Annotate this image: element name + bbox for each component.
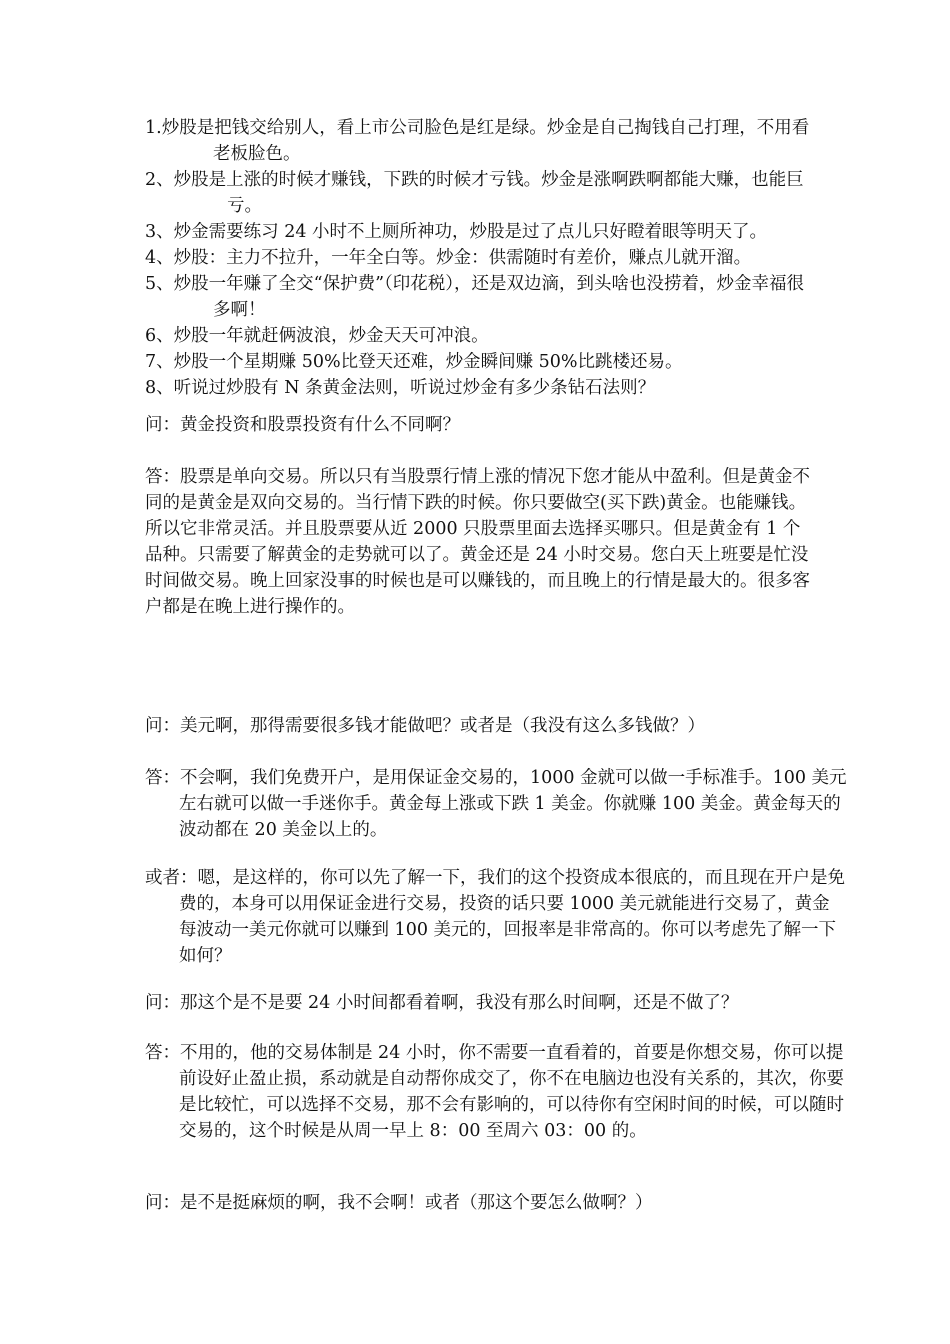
list-item: 2、炒股是上涨的时候才赚钱，下跌的时候才亏钱。炒金是涨啊跌啊都能大赚，也能巨亏。 [145, 170, 804, 216]
list-item: 7、炒股一个星期赚 50%比登天还难，炒金瞬间赚 50%比跳楼还易。 [145, 352, 683, 372]
answer-1: 答：股票是单向交易。所以只有当股票行情上涨的情况下您才能从中盈利。但是黄金不同的是黄金是双向交易的。当行情下跌的时候。你只要做空(买下跌)黄金。也能赚钱。所以它非常灵活。并且股票要从近 2000 只股票里面去选择买哪只。但是黄金有 1 个品种。只需要了解黄金的走势就可以了。黄金还是 24 小时交易。您白天上班要是忙没时间做交易。晚上回家没事的时候也是可以赚钱的，而且晚上的行情是最大的。很多客户都是在晚上进行操作的。 [145, 467, 810, 617]
list-item: 8、听说过炒股有 N 条黄金法则，听说过炒金有多少条钻石法则？ [145, 378, 656, 398]
answer-2: 答：不会啊，我们免费开户，是用保证金交易的，1000 金就可以做一手标准手。100 美元左右就可以做一手迷你手。黄金每上涨或下跌 1 美金。你就赚 100 美金。黄金每天的波动都在 20 美金以上的。 [145, 768, 847, 840]
list-item: 3、炒金需要练习 24 小时不上厕所神功，炒股是过了点儿只好瞪着眼等明天了。 [145, 222, 768, 242]
question-1: 问：黄金投资和股票投资有什么不同啊？ [145, 415, 460, 435]
comparison-list [145, 115, 813, 401]
question-4: 问：是不是挺麻烦的啊，我不会啊！或者（那这个要怎么做啊？） [145, 1193, 653, 1213]
list-item: 1.炒股是把钱交给别人，看上市公司脸色是红是绿。炒金是自己掏钱自己打理，不用看老板脸色。 [145, 118, 810, 164]
list-item: 6、炒股一年就赶俩波浪，炒金天天可冲浪。 [145, 326, 489, 346]
list-item: 5、炒股一年赚了全交“保护费”（印花税），还是双边滴，到头啥也没捞着，炒金幸福很多啊！ [145, 274, 805, 320]
list-item: 4、炒股：主力不拉升，一年全白等。炒金：供需随时有差价，赚点儿就开溜。 [145, 248, 752, 268]
answer-3: 答：不用的，他的交易体制是 24 小时，你不需要一直看着的，首要是你想交易，你可以提前设好止盈止损，系动就是自动帮你成交了，你不在电脑边也没有关系的，其次，你要是比较忙，可以选择不交易，那不会有影响的，可以待你有空闲时间的时候，可以随时交易的，这个时候是从周一早上 8：00 至周六 03：00 的。 [145, 1043, 844, 1141]
question-3: 问：那这个是不是要 24 小时间都看着啊，我没有那么时间啊，还是不做了？ [145, 993, 739, 1013]
question-2: 问：美元啊，那得需要很多钱才能做吧？或者是（我没有这么多钱做？） [145, 716, 705, 736]
answer-2-alternative: 或者：嗯，是这样的，你可以先了解一下，我们的这个投资成本很底的，而且现在开户是免费的，本身可以用保证金进行交易，投资的话只要 1000 美元就能进行交易了，黄金每波动一美元你就可以赚到 100 美元的，回报率是非常高的。你可以考虑先了解一下如何？ [145, 868, 845, 966]
